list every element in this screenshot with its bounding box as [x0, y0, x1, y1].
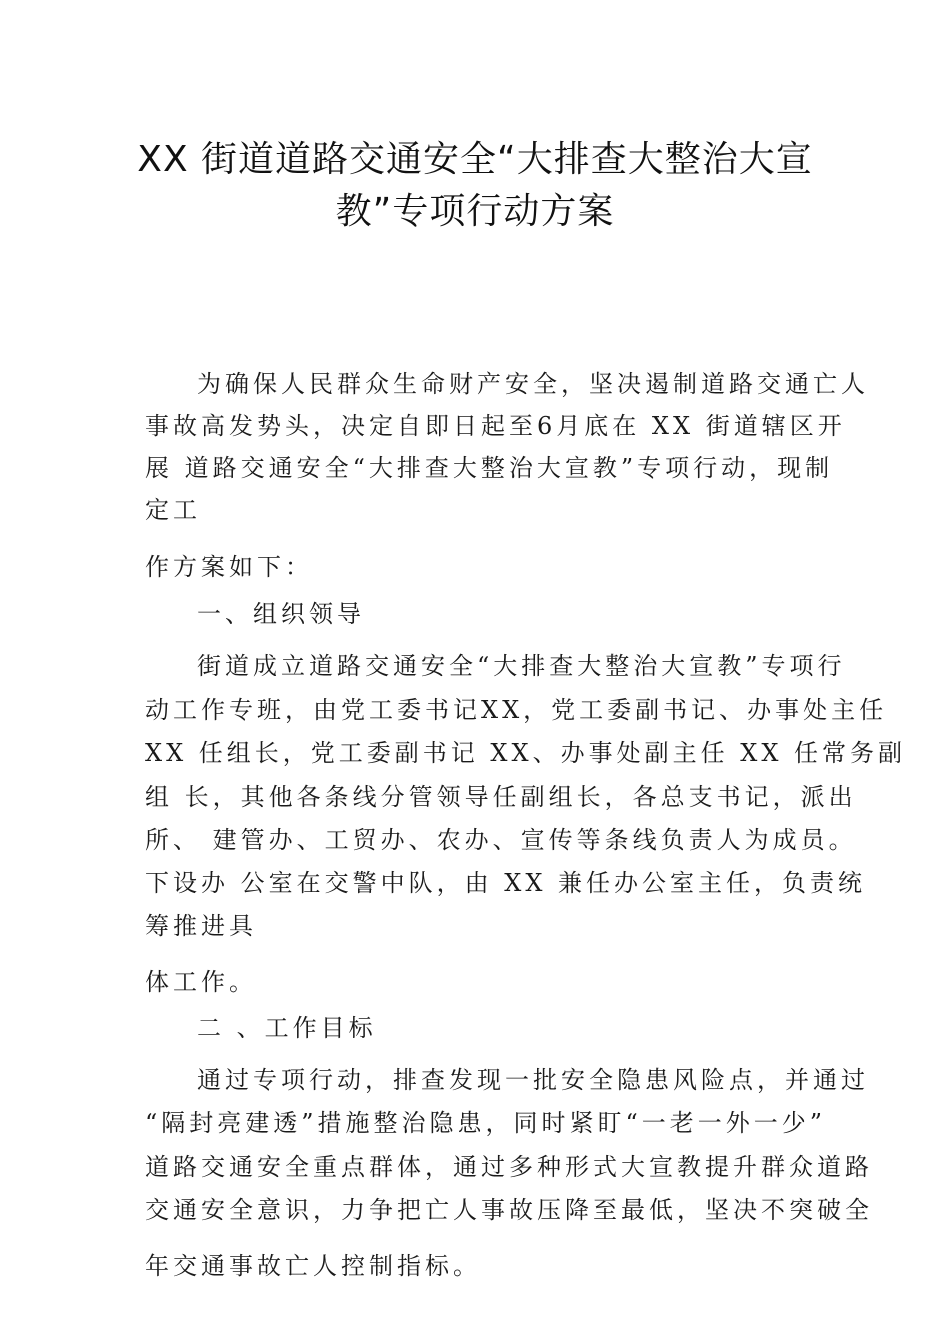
paragraph-line: 年交通事故亡人控制指标。	[145, 1252, 481, 1280]
paragraph-line: 交通安全意识，力争把亡人事故压降至最低，坚决不突破全	[145, 1196, 873, 1224]
paragraph-line: 街道成立道路交通安全“大排查大整治大宣教”专项行	[197, 652, 846, 680]
paragraph-line: 组 长，其他各条线分管领导任副组长，各总支书记，派出	[145, 783, 857, 811]
paragraph-line: 体工作。	[145, 968, 257, 996]
paragraph-line: 事故高发势头，决定自即日起至6月底在 XX 街道辖区开	[145, 412, 846, 440]
section-heading: 二 、工作目标	[197, 1014, 377, 1042]
paragraph-line: 通过专项行动，排查发现一批安全隐患风险点，并通过	[197, 1066, 869, 1094]
document-title-line-2: 教”专项行动方案	[335, 191, 615, 232]
paragraph-line: 动工作专班，由党工委书记XX，党工委副书记、办事处主任	[145, 696, 888, 724]
paragraph-line: “隔封亮建透”措施整治隐患，同时紧盯“一老一外一少”	[145, 1109, 827, 1137]
paragraph-line: 下设办 公室在交警中队，由 XX 兼任办公室主任，负责统	[145, 869, 867, 897]
paragraph-line: 道路交通安全重点群体，通过多种形式大宣教提升群众道路	[145, 1153, 873, 1181]
paragraph-line: 展 道路交通安全“大排查大整治大宣教”专项行动，现制	[145, 454, 834, 482]
section-heading: 一、组织领导	[197, 600, 365, 628]
paragraph-line: XX 任组长，党工委副书记 XX、办事处副主任 XX 任常务副	[145, 739, 907, 767]
paragraph-line: 定工	[145, 496, 201, 524]
paragraph-line: 所、 建管办、工贸办、农办、宣传等条线负责人为成员。	[145, 826, 857, 854]
document-title-line-1: XX 街道道路交通安全“大排查大整治大宣	[137, 139, 813, 180]
paragraph-line: 作方案如下：	[145, 553, 313, 581]
paragraph-line: 为确保人民群众生命财产安全，坚决遏制道路交通亡人	[197, 370, 869, 398]
paragraph-line: 筹推进具	[145, 912, 257, 940]
